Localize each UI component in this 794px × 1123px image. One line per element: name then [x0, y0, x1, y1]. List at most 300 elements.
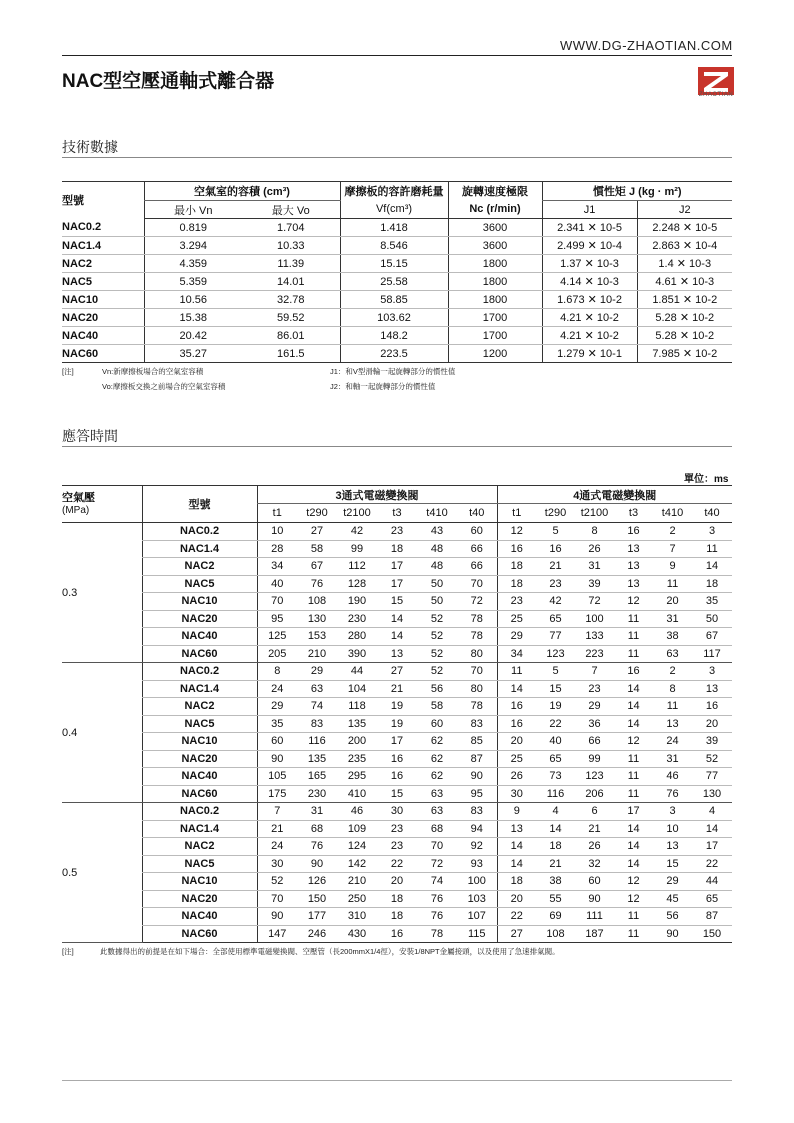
resp-v3-value: 16 — [377, 925, 417, 943]
resp-v3-value: 48 — [417, 540, 457, 558]
resp-v4-value: 26 — [575, 838, 614, 856]
resp-v4-value: 2 — [653, 663, 692, 681]
spec-note-1: Vn:新摩擦板場合的空氣室容積 — [102, 367, 204, 376]
resp-v4-value: 60 — [575, 873, 614, 891]
resp-v4-value: 65 — [536, 610, 575, 628]
resp-v4-value: 116 — [536, 785, 575, 803]
resp-v4-value: 4 — [692, 803, 732, 821]
resp-v4-value: 14 — [614, 838, 653, 856]
resp-v4-value: 14 — [692, 820, 732, 838]
resp-v4-value: 11 — [653, 575, 692, 593]
resp-v3-value: 52 — [417, 610, 457, 628]
spec-model: NAC5 — [62, 273, 144, 291]
spec-wear-cell: 148.2 — [340, 327, 448, 345]
resp-row — [62, 733, 732, 751]
spec-model: NAC10 — [62, 291, 144, 309]
resp-v3-value: 76 — [297, 575, 337, 593]
resp-v4-value: 65 — [536, 750, 575, 768]
resp-note-label: [注] — [62, 947, 74, 956]
resp-v3-value: 60 — [417, 715, 457, 733]
resp-v4-value: 6 — [575, 803, 614, 821]
resp-v3-value: 46 — [337, 803, 377, 821]
resp-v4-value: 40 — [536, 733, 575, 751]
resp-v4-value: 42 — [536, 593, 575, 611]
resp-subheader-v3-t1: t1 — [257, 504, 297, 523]
resp-v3-value: 250 — [337, 890, 377, 908]
spec-speed-cell: 1800 — [448, 273, 542, 291]
resp-v4-value: 67 — [692, 628, 732, 646]
spec-j2-cell: 1.851 ✕ 10-2 — [637, 291, 732, 309]
resp-v4-value: 99 — [575, 750, 614, 768]
resp-v4-value: 11 — [614, 768, 653, 786]
resp-v3-value: 390 — [337, 645, 377, 663]
resp-v4-value: 14 — [497, 855, 536, 873]
resp-v4-value: 223 — [575, 645, 614, 663]
resp-v3-value: 19 — [377, 698, 417, 716]
spec-vmin-cell: 0.819 — [144, 219, 242, 237]
resp-v4-value: 10 — [653, 820, 692, 838]
resp-v3-value: 235 — [337, 750, 377, 768]
resp-v3-value: 280 — [337, 628, 377, 646]
resp-v3-value: 31 — [297, 803, 337, 821]
resp-v3-value: 60 — [457, 523, 497, 541]
resp-v4-value: 16 — [497, 698, 536, 716]
resp-v4-value: 77 — [536, 628, 575, 646]
resp-v4-value: 11 — [614, 750, 653, 768]
spec-speed-cell: 1700 — [448, 309, 542, 327]
resp-v3-value: 14 — [377, 610, 417, 628]
resp-subheader-v4-t410: t410 — [653, 504, 692, 523]
resp-v3-value: 72 — [457, 593, 497, 611]
response-time-table — [62, 485, 732, 943]
resp-v4-value: 150 — [692, 925, 732, 943]
resp-model-cell: NAC0.2 — [142, 663, 257, 681]
resp-v3-value: 87 — [457, 750, 497, 768]
resp-row — [62, 925, 732, 943]
resp-v3-value: 56 — [417, 680, 457, 698]
resp-v4-value: 13 — [692, 680, 732, 698]
resp-v3-value: 22 — [377, 855, 417, 873]
spec-model: NAC40 — [62, 327, 144, 345]
resp-row — [62, 890, 732, 908]
resp-v4-value: 2 — [653, 523, 692, 541]
resp-v3-value: 78 — [457, 628, 497, 646]
resp-v3-value: 14 — [377, 628, 417, 646]
resp-v3-value: 115 — [457, 925, 497, 943]
resp-v3-value: 128 — [337, 575, 377, 593]
resp-v3-value: 40 — [257, 575, 297, 593]
resp-header-valve4: 4通式電磁變換閥 — [497, 486, 732, 504]
resp-v3-value: 78 — [457, 610, 497, 628]
resp-model-cell: NAC40 — [142, 908, 257, 926]
page-title: NAC型空壓通軸式離合器 — [62, 71, 275, 92]
resp-v3-value: 99 — [337, 540, 377, 558]
resp-v3-value: 16 — [377, 768, 417, 786]
spec-j1-cell: 1.37 ✕ 10-3 — [542, 255, 637, 273]
resp-v3-value: 67 — [297, 558, 337, 576]
resp-v3-value: 44 — [337, 663, 377, 681]
resp-section-title: 應答時間 — [62, 428, 118, 444]
resp-v4-value: 187 — [575, 925, 614, 943]
spec-j2-cell: 4.61 ✕ 10-3 — [637, 273, 732, 291]
resp-v3-value: 90 — [457, 768, 497, 786]
resp-v3-value: 118 — [337, 698, 377, 716]
spec-wear-cell: 15.15 — [340, 255, 448, 273]
resp-v4-value: 4 — [536, 803, 575, 821]
resp-row — [62, 680, 732, 698]
resp-v3-value: 42 — [337, 523, 377, 541]
resp-v3-value: 68 — [297, 820, 337, 838]
resp-v3-value: 92 — [457, 838, 497, 856]
resp-v3-value: 83 — [457, 715, 497, 733]
spec-j1-cell: 4.14 ✕ 10-3 — [542, 273, 637, 291]
resp-row — [62, 750, 732, 768]
resp-v4-value: 38 — [653, 628, 692, 646]
resp-v3-value: 23 — [377, 820, 417, 838]
resp-v3-value: 66 — [457, 558, 497, 576]
spec-model: NAC20 — [62, 309, 144, 327]
resp-subheader-v4-t3: t3 — [614, 504, 653, 523]
resp-row — [62, 645, 732, 663]
spec-j2-cell: 2.863 ✕ 10-4 — [637, 237, 732, 255]
resp-v3-value: 7 — [257, 803, 297, 821]
spec-header-vmax: 最大 Vo — [242, 201, 340, 219]
spec-vmin-cell: 4.359 — [144, 255, 242, 273]
resp-v3-value: 18 — [377, 540, 417, 558]
resp-v3-value: 90 — [297, 855, 337, 873]
resp-v3-value: 230 — [337, 610, 377, 628]
resp-subheader-v3-t3: t3 — [377, 504, 417, 523]
spec-vmin-cell: 35.27 — [144, 345, 242, 363]
spec-j1-cell: 1.673 ✕ 10-2 — [542, 291, 637, 309]
resp-v4-value: 31 — [653, 610, 692, 628]
resp-v4-value: 26 — [575, 540, 614, 558]
resp-v4-value: 17 — [614, 803, 653, 821]
resp-v3-value: 95 — [457, 785, 497, 803]
resp-v4-value: 21 — [536, 855, 575, 873]
resp-v4-value: 72 — [575, 593, 614, 611]
resp-subheader-v3-t410: t410 — [417, 504, 457, 523]
spec-row — [62, 291, 732, 309]
spec-model: NAC60 — [62, 345, 144, 363]
resp-v3-value: 100 — [457, 873, 497, 891]
resp-v3-value: 24 — [257, 680, 297, 698]
resp-v4-value: 29 — [575, 698, 614, 716]
resp-v3-value: 78 — [457, 698, 497, 716]
spec-row — [62, 309, 732, 327]
resp-row — [62, 803, 732, 821]
resp-v4-value: 14 — [497, 838, 536, 856]
spec-vmax-cell: 86.01 — [242, 327, 340, 345]
resp-v4-value: 13 — [614, 558, 653, 576]
resp-subheader-v4-t1: t1 — [497, 504, 536, 523]
resp-v4-value: 11 — [614, 645, 653, 663]
resp-v3-value: 430 — [337, 925, 377, 943]
logo-text: ZHAOTIAN — [698, 92, 734, 98]
resp-v3-value: 76 — [417, 908, 457, 926]
resp-row — [62, 540, 732, 558]
spec-j2-cell: 1.4 ✕ 10-3 — [637, 255, 732, 273]
spec-header-model: 型號 — [62, 182, 144, 219]
resp-v3-value: 19 — [377, 715, 417, 733]
resp-v4-value: 69 — [536, 908, 575, 926]
resp-v4-value: 14 — [614, 715, 653, 733]
resp-v3-value: 63 — [417, 803, 457, 821]
resp-v3-value: 10 — [257, 523, 297, 541]
resp-v4-value: 20 — [692, 715, 732, 733]
resp-v4-value: 22 — [536, 715, 575, 733]
pressure-cell: 0.3 — [62, 523, 142, 663]
resp-v4-value: 111 — [575, 908, 614, 926]
resp-v4-value: 11 — [614, 785, 653, 803]
resp-v4-value: 32 — [575, 855, 614, 873]
resp-v4-value: 22 — [692, 855, 732, 873]
resp-v4-value: 100 — [575, 610, 614, 628]
resp-v3-value: 52 — [417, 628, 457, 646]
spec-header-speed-unit: Nc (r/min) — [448, 201, 542, 219]
resp-v3-value: 27 — [297, 523, 337, 541]
spec-j1-cell: 2.341 ✕ 10-5 — [542, 219, 637, 237]
resp-v4-value: 18 — [497, 575, 536, 593]
resp-row — [62, 593, 732, 611]
spec-wear-cell: 25.58 — [340, 273, 448, 291]
resp-v3-value: 52 — [257, 873, 297, 891]
resp-v3-value: 21 — [377, 680, 417, 698]
resp-v3-value: 63 — [297, 680, 337, 698]
spec-speed-cell: 1800 — [448, 255, 542, 273]
resp-v3-value: 205 — [257, 645, 297, 663]
resp-v3-value: 190 — [337, 593, 377, 611]
resp-note: 此數據得出的前提是在如下場合：全部使用標準電磁變換閥、空壓管（長200mmX1/4徑），安裝1/8NPT金屬接頭，以及使用了急速排氣閥。 — [100, 947, 560, 956]
spec-header-volume: 空氣室的容積 (cm³) — [144, 182, 340, 201]
resp-v3-value: 28 — [257, 540, 297, 558]
resp-v4-value: 52 — [692, 750, 732, 768]
resp-v4-value: 14 — [497, 680, 536, 698]
spec-header-j1: J1 — [542, 201, 637, 219]
resp-v3-value: 103 — [457, 890, 497, 908]
resp-v4-value: 3 — [653, 803, 692, 821]
resp-v4-value: 14 — [536, 820, 575, 838]
resp-v4-value: 44 — [692, 873, 732, 891]
resp-v4-value: 18 — [497, 873, 536, 891]
resp-v4-value: 25 — [497, 750, 536, 768]
resp-v4-value: 11 — [614, 908, 653, 926]
spec-vmin-cell: 10.56 — [144, 291, 242, 309]
resp-model-cell: NAC40 — [142, 768, 257, 786]
resp-v3-value: 107 — [457, 908, 497, 926]
resp-v3-value: 200 — [337, 733, 377, 751]
spec-j1-cell: 4.21 ✕ 10-2 — [542, 309, 637, 327]
resp-v3-value: 66 — [457, 540, 497, 558]
resp-v4-value: 16 — [614, 663, 653, 681]
resp-v4-value: 56 — [653, 908, 692, 926]
resp-row — [62, 715, 732, 733]
resp-v4-value: 13 — [653, 838, 692, 856]
resp-v4-value: 16 — [536, 540, 575, 558]
resp-v3-value: 17 — [377, 733, 417, 751]
resp-v3-value: 35 — [257, 715, 297, 733]
resp-v4-value: 19 — [536, 698, 575, 716]
header-divider — [62, 55, 732, 56]
resp-v4-value: 13 — [614, 575, 653, 593]
resp-v4-value: 7 — [575, 663, 614, 681]
resp-v4-value: 12 — [614, 593, 653, 611]
spec-header-vmin: 最小 Vn — [144, 201, 242, 219]
resp-v3-value: 125 — [257, 628, 297, 646]
spec-table — [62, 181, 732, 363]
spec-wear-cell: 8.546 — [340, 237, 448, 255]
resp-v4-value: 14 — [614, 680, 653, 698]
resp-v3-value: 94 — [457, 820, 497, 838]
resp-v3-value: 126 — [297, 873, 337, 891]
resp-v3-value: 43 — [417, 523, 457, 541]
resp-v4-value: 50 — [692, 610, 732, 628]
spec-row — [62, 327, 732, 345]
resp-v3-value: 24 — [257, 838, 297, 856]
resp-v4-value: 30 — [497, 785, 536, 803]
resp-v3-value: 83 — [297, 715, 337, 733]
resp-v3-value: 70 — [457, 575, 497, 593]
resp-v3-value: 90 — [257, 750, 297, 768]
resp-v3-value: 70 — [257, 593, 297, 611]
resp-v3-value: 48 — [417, 558, 457, 576]
resp-v4-value: 27 — [497, 925, 536, 943]
spec-model: NAC2 — [62, 255, 144, 273]
resp-v3-value: 58 — [297, 540, 337, 558]
resp-v4-value: 23 — [536, 575, 575, 593]
resp-v4-value: 34 — [497, 645, 536, 663]
resp-v3-value: 142 — [337, 855, 377, 873]
resp-model-cell: NAC2 — [142, 838, 257, 856]
resp-v4-value: 14 — [692, 558, 732, 576]
resp-v4-value: 14 — [614, 855, 653, 873]
resp-row — [62, 610, 732, 628]
spec-note-2: Vo:摩擦板交換之前場合的空氣室容積 — [102, 382, 226, 391]
resp-model-cell: NAC2 — [142, 558, 257, 576]
resp-model-cell: NAC0.2 — [142, 803, 257, 821]
resp-row — [62, 575, 732, 593]
resp-v3-value: 62 — [417, 768, 457, 786]
resp-row — [62, 873, 732, 891]
resp-v3-value: 15 — [377, 785, 417, 803]
resp-v3-value: 109 — [337, 820, 377, 838]
resp-v4-value: 21 — [575, 820, 614, 838]
resp-model-cell: NAC2 — [142, 698, 257, 716]
resp-v4-value: 76 — [653, 785, 692, 803]
resp-v4-value: 15 — [536, 680, 575, 698]
resp-model-cell: NAC1.4 — [142, 540, 257, 558]
resp-v4-value: 9 — [497, 803, 536, 821]
spec-j2-cell: 5.28 ✕ 10-2 — [637, 309, 732, 327]
resp-model-cell: NAC20 — [142, 610, 257, 628]
resp-subheader-v3-t40: t40 — [457, 504, 497, 523]
resp-v4-value: 35 — [692, 593, 732, 611]
resp-v4-value: 23 — [497, 593, 536, 611]
resp-v4-value: 15 — [653, 855, 692, 873]
resp-model-cell: NAC5 — [142, 575, 257, 593]
resp-v3-value: 295 — [337, 768, 377, 786]
resp-v3-value: 68 — [417, 820, 457, 838]
resp-v3-value: 17 — [377, 575, 417, 593]
spec-vmax-cell: 161.5 — [242, 345, 340, 363]
footer-divider — [62, 1080, 732, 1081]
resp-v3-value: 90 — [257, 908, 297, 926]
resp-subheader-v3-t2100: t2100 — [337, 504, 377, 523]
resp-v3-value: 30 — [257, 855, 297, 873]
resp-v3-value: 93 — [457, 855, 497, 873]
resp-v4-value: 12 — [614, 873, 653, 891]
resp-v4-value: 11 — [614, 610, 653, 628]
resp-v3-value: 23 — [377, 838, 417, 856]
resp-v3-value: 29 — [257, 698, 297, 716]
resp-v4-value: 39 — [575, 575, 614, 593]
resp-v4-value: 38 — [536, 873, 575, 891]
resp-v4-value: 9 — [653, 558, 692, 576]
spec-row — [62, 237, 732, 255]
resp-v3-value: 95 — [257, 610, 297, 628]
resp-v3-value: 72 — [417, 855, 457, 873]
resp-v3-value: 52 — [417, 645, 457, 663]
resp-v3-value: 83 — [457, 803, 497, 821]
resp-header-pressure — [62, 486, 142, 523]
resp-v3-value: 153 — [297, 628, 337, 646]
spec-j2-cell: 7.985 ✕ 10-2 — [637, 345, 732, 363]
resp-v4-value: 24 — [653, 733, 692, 751]
resp-v3-value: 124 — [337, 838, 377, 856]
resp-header-pressure-label: 空氣壓 — [62, 492, 95, 504]
resp-v3-value: 76 — [297, 838, 337, 856]
resp-v3-value: 70 — [257, 890, 297, 908]
resp-v4-value: 20 — [497, 733, 536, 751]
resp-v3-value: 175 — [257, 785, 297, 803]
resp-v4-value: 21 — [536, 558, 575, 576]
spec-speed-cell: 3600 — [448, 219, 542, 237]
resp-v4-value: 55 — [536, 890, 575, 908]
resp-v4-value: 8 — [575, 523, 614, 541]
resp-v4-value: 22 — [497, 908, 536, 926]
resp-v4-value: 39 — [692, 733, 732, 751]
resp-v3-value: 310 — [337, 908, 377, 926]
resp-v4-value: 7 — [653, 540, 692, 558]
resp-model-cell: NAC5 — [142, 715, 257, 733]
resp-v4-value: 65 — [692, 890, 732, 908]
resp-v3-value: 135 — [337, 715, 377, 733]
resp-v3-value: 130 — [297, 610, 337, 628]
spec-j2-cell: 2.248 ✕ 10-5 — [637, 219, 732, 237]
resp-v3-value: 147 — [257, 925, 297, 943]
resp-v3-value: 62 — [417, 733, 457, 751]
resp-v4-value: 12 — [614, 890, 653, 908]
spec-header-inertia: 慣性矩 J (kg · m²) — [542, 182, 732, 201]
resp-header-model: 型號 — [142, 486, 257, 523]
resp-v4-value: 14 — [614, 820, 653, 838]
resp-v3-value: 34 — [257, 558, 297, 576]
resp-v3-value: 50 — [417, 593, 457, 611]
resp-v4-value: 25 — [497, 610, 536, 628]
resp-v3-value: 52 — [417, 663, 457, 681]
spec-row — [62, 219, 732, 237]
resp-model-cell: NAC10 — [142, 733, 257, 751]
resp-v4-value: 13 — [497, 820, 536, 838]
resp-model-cell: NAC40 — [142, 628, 257, 646]
spec-vmax-cell: 32.78 — [242, 291, 340, 309]
resp-subheader-v4-t2100: t2100 — [575, 504, 614, 523]
resp-v4-value: 63 — [653, 645, 692, 663]
spec-vmin-cell: 3.294 — [144, 237, 242, 255]
resp-v3-value: 70 — [457, 663, 497, 681]
spec-vmax-cell: 1.704 — [242, 219, 340, 237]
resp-v4-value: 26 — [497, 768, 536, 786]
